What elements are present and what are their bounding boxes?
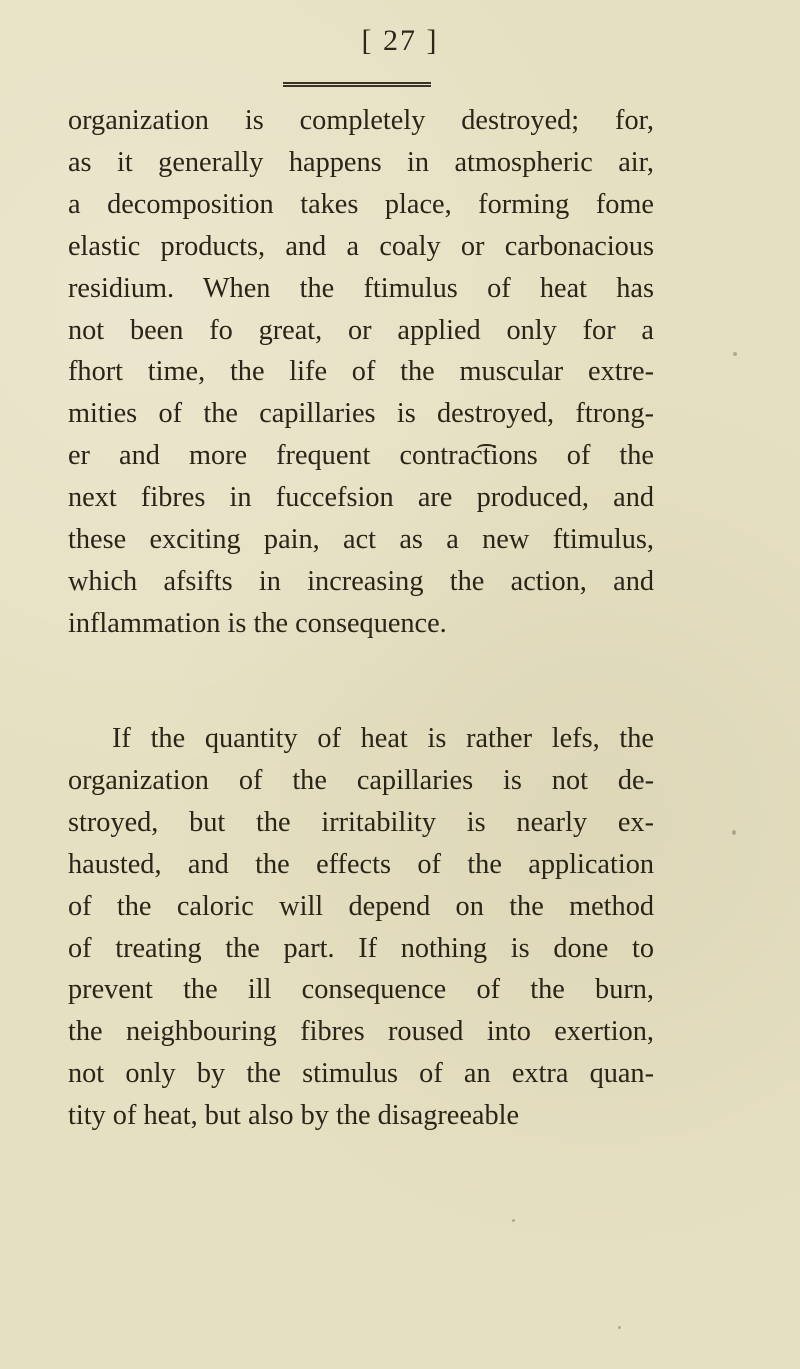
text-line: residium. When the ftimulus of heat has xyxy=(68,272,654,304)
page-number: [ 27 ] xyxy=(361,24,439,57)
text-line: which afsifts in increasing the action, and xyxy=(68,565,654,597)
text-line: mities of the capillaries is destroyed, ftrong- xyxy=(68,398,654,430)
text-line: fhort time, the life of the muscular extre- xyxy=(68,356,654,388)
paper-speck xyxy=(733,352,737,356)
text-line: stroyed, but the irritability is nearly ex- xyxy=(68,806,654,838)
text-line: the neighbouring fibres roused into exertion, xyxy=(68,1016,654,1048)
paper-speck xyxy=(732,830,736,835)
text-line: tity of heat, but also by the disagreeable xyxy=(68,1100,520,1132)
text-line: of treating the part. If nothing is done to xyxy=(68,932,654,964)
text-line: as it generally happens in atmospheric air, xyxy=(68,146,654,178)
text-line: organization is completely destroyed; for, xyxy=(68,105,654,136)
text-line: elastic products, and a coaly or carbonacious xyxy=(68,230,654,262)
text-line: inflammation is the consequence. xyxy=(68,607,447,639)
text-line: organization of the capillaries is not de- xyxy=(68,764,654,796)
text-line: next fibres in fuccefsion are produced, and xyxy=(68,482,654,514)
header-rule xyxy=(283,82,431,87)
text-line: prevent the ill consequence of the burn, xyxy=(68,974,654,1006)
text-line: er and more frequent contrac͡tions of the xyxy=(68,440,654,472)
page-header xyxy=(0,24,800,58)
paper-speck xyxy=(512,1219,515,1222)
paragraph-1 xyxy=(68,100,654,645)
text-line: these exciting pain, act as a new ftimulus, xyxy=(68,524,654,556)
text-line: of the caloric will depend on the method xyxy=(68,890,654,922)
text-line: hausted, and the effects of the application xyxy=(68,848,654,880)
paper-speck xyxy=(618,1326,621,1329)
text-line: a decomposition takes place, forming fome xyxy=(68,188,654,220)
text-line: not only by the stimulus of an extra quan- xyxy=(68,1058,654,1090)
text-line: If the quantity of heat is rather lefs, the xyxy=(112,723,654,754)
paragraph-2 xyxy=(68,718,654,1137)
text-line: not been fo great, or applied only for a xyxy=(68,314,654,346)
